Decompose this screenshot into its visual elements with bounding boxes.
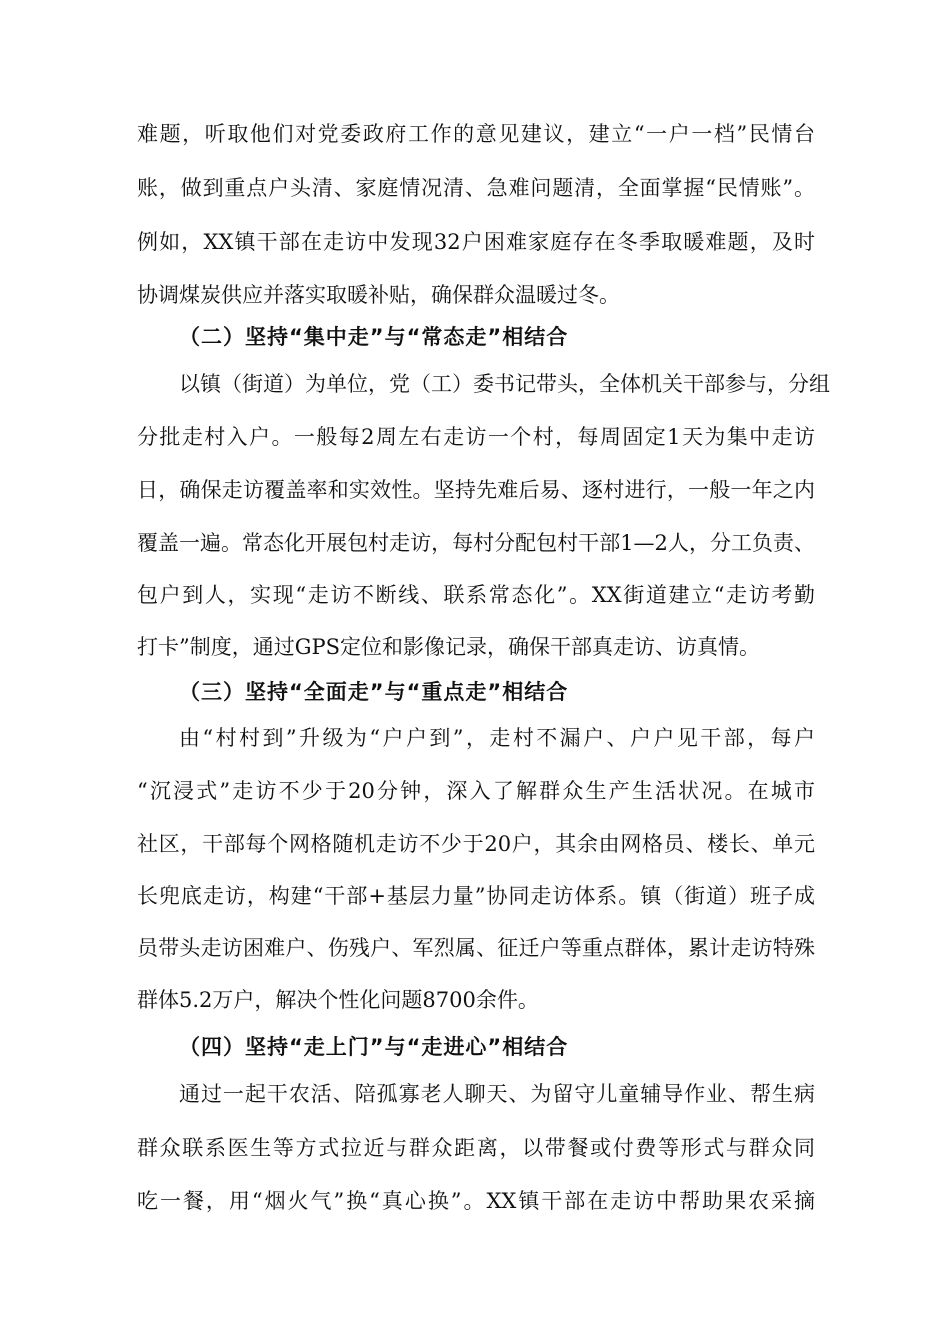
paragraph-2-line-4: 覆盖一遍。常态化开展包村走访，每村分配包村干部1—2人，分工负责、	[137, 531, 815, 555]
paragraph-3-line-5: 员带头走访困难户、伤残户、军烈属、征迁户等重点群体，累计走访特殊	[137, 936, 815, 960]
paragraph-3-line-4: 长兜底走访，构建“干部+基层力量”协同走访体系。镇（街道）班子成	[137, 884, 815, 908]
paragraph-2-line-5: 包户到人，实现“走访不断线、联系常态化”。XX街道建立“走访考勤	[137, 583, 815, 607]
paragraph-3-line-1: 由“村村到”升级为“户户到”，走村不漏户、户户见干部，每户	[179, 726, 815, 750]
paragraph-4-line-2: 群众联系医生等方式拉近与群众距离，以带餐或付费等形式与群众同	[137, 1136, 815, 1160]
paragraph-4-line-1: 通过一起干农活、陪孤寡老人聊天、为留守儿童辅导作业、帮生病	[179, 1082, 815, 1106]
paragraph-2-line-3: 日，确保走访覆盖率和实效性。坚持先难后易、逐村进行，一般一年之内	[137, 478, 815, 502]
paragraph-1-line-4: 协调煤炭供应并落实取暖补贴，确保群众温暖过冬。	[137, 283, 620, 307]
paragraph-1-line-3: 例如，XX镇干部在走访中发现32户困难家庭存在冬季取暖难题，及时	[137, 230, 815, 254]
paragraph-3-line-6: 群体5.2万户，解决个性化问题8700余件。	[137, 988, 539, 1012]
section-heading-4: （四）坚持“走上门”与“走进心”相结合	[179, 1035, 569, 1059]
paragraph-2-line-1: 以镇（街道）为单位，党（工）委书记带头，全体机关干部参与，分组	[179, 372, 830, 396]
section-heading-3: （三）坚持“全面走”与“重点走”相结合	[179, 680, 569, 704]
paragraph-3-line-2: “沉浸式”走访不少于20分钟，深入了解群众生产生活状况。在城市	[137, 779, 815, 803]
paragraph-2-line-2: 分批走村入户。一般每2周左右走访一个村，每周固定1天为集中走访	[137, 425, 815, 449]
paragraph-1-line-1: 难题，听取他们对党委政府工作的意见建议，建立“一户一档”民情台	[137, 122, 815, 146]
paragraph-1-line-2: 账，做到重点户头清、家庭情况清、急难问题清，全面掌握“民情账”。	[137, 176, 815, 200]
section-heading-2: （二）坚持“集中走”与“常态走”相结合	[179, 325, 569, 349]
paragraph-3-line-3: 社区，干部每个网格随机走访不少于20户，其余由网格员、楼长、单元	[137, 832, 815, 856]
paragraph-2-line-6: 打卡”制度，通过GPS定位和影像记录，确保干部真走访、访真情。	[137, 635, 761, 659]
paragraph-4-line-3: 吃一餐，用“烟火气”换“真心换”。XX镇干部在走访中帮助果农采摘	[137, 1189, 815, 1213]
